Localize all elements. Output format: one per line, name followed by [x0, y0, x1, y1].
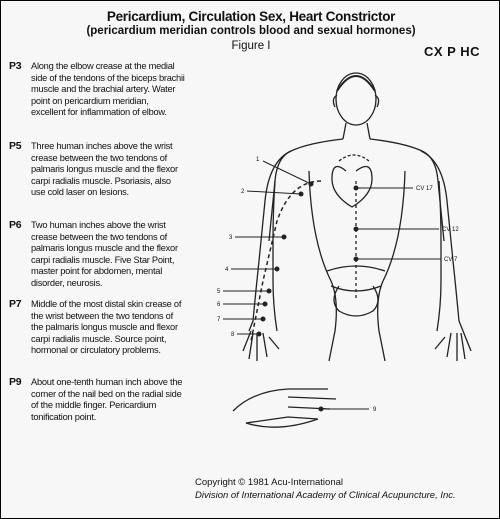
point-label: P7 — [9, 298, 22, 310]
figure-label-2: 2 — [241, 189, 245, 195]
figure-label-cv12: CV 12 — [442, 227, 459, 233]
figure-label-1: 1 — [256, 157, 260, 163]
left-shoulder-outline — [269, 139, 343, 241]
figure-label-3: 3 — [229, 235, 233, 241]
head-outline — [336, 73, 376, 125]
point-description: Three human inches above the wrist crease between the two tendons of palmaris longus muscle and the flexor carpi radialis muscle. Psoriasis, also use cold laser on lesions. — [31, 141, 178, 198]
figure-label-7: 7 — [217, 317, 221, 323]
page-subtitle: (pericardium meridian controls blood and sexual hormones) — [86, 25, 416, 37]
point-description: About one-tenth human inch above the corner of the nail bed on the radial side of the middle finger. Pericardium tonification point. — [31, 377, 183, 422]
point-description: Two human inches above the wrist crease between the two tendons of palmaris longus muscle and the flexor carpi radialis muscle. Five Star Point, master point for abdomen, mental disorder, neurosis. — [31, 220, 178, 288]
figure-label-cv17: CV 17 — [416, 186, 433, 192]
figure-label-cv7: CV 7 — [444, 257, 458, 263]
figure-label: Figure I — [231, 40, 271, 52]
figure-label-8: 8 — [231, 332, 235, 338]
meridian-code: CX P HC — [424, 44, 480, 59]
figure-label-4: 4 — [225, 267, 229, 273]
point-label: P5 — [9, 140, 22, 152]
point-label: P9 — [9, 376, 22, 388]
point-label: P3 — [9, 60, 22, 72]
point-description: Along the elbow crease at the medial side of the tendons of the biceps brachii muscle and the brachial artery. Water point on pericardium meridian, excellent for inflammation of elbow. — [31, 61, 185, 118]
body-figure-illustration — [1, 1, 500, 519]
page-title: Pericardium, Circulation Sex, Heart Constrictor — [106, 9, 396, 24]
figure-label-5: 5 — [217, 289, 221, 295]
right-hand-outline — [435, 331, 471, 361]
right-shoulder-outline — [370, 139, 444, 241]
point-description: Middle of the most distal skin crease of the wrist between the two tendons of the palmaris longus muscle and flexor carpi radialis muscle. Source point, hormonal or circulatory problems. — [31, 299, 182, 356]
point-label: P6 — [9, 219, 22, 231]
division-line: Division of International Academy of Clinical Acupuncture, Inc. — [195, 490, 456, 501]
heart-outline — [332, 167, 372, 208]
figure-label-6: 6 — [217, 302, 221, 308]
figure-label-9: 9 — [373, 407, 377, 413]
copyright-line: Copyright © 1981 Acu-International — [195, 477, 344, 488]
